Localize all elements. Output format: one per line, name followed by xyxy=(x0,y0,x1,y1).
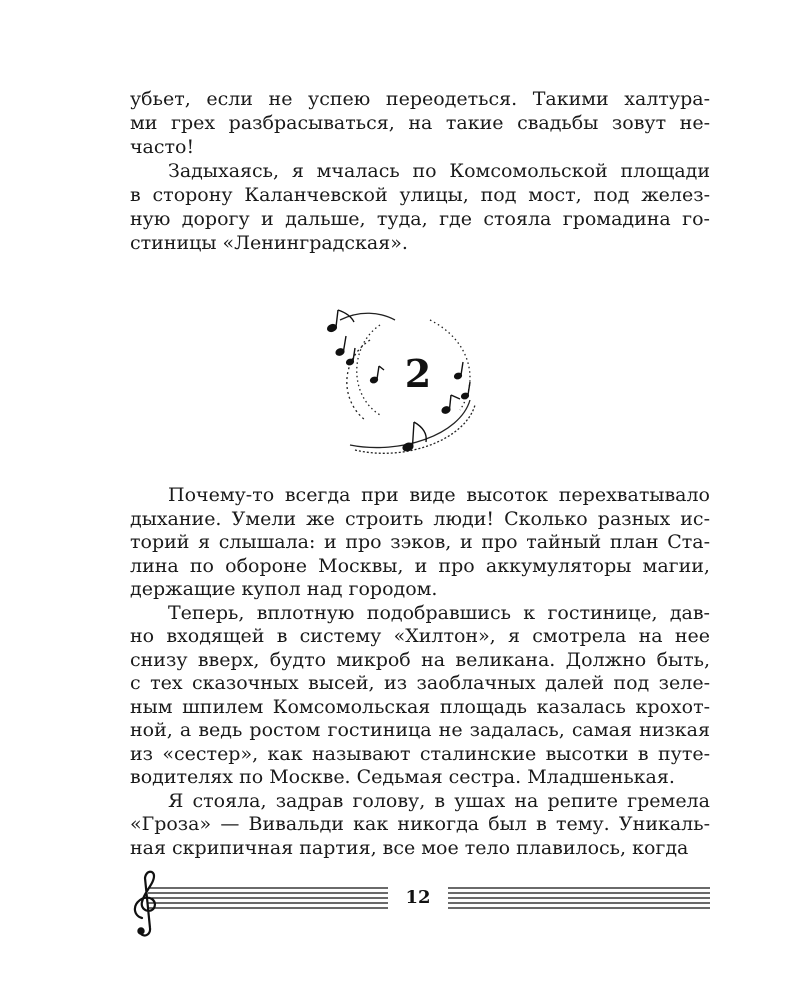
top-text-section xyxy=(130,88,710,258)
text-line: «Гроза» — Вивальди как никогда был в тему. Уникаль- xyxy=(130,813,710,835)
text-line: водителях по Москве. Седьмая сестра. Младшенькая. xyxy=(130,766,675,788)
text-line: с тех сказочных высей, из заоблачных далей под зеле- xyxy=(130,672,710,694)
paragraph-start-line: Теперь, вплотную подобравшись к гостинице, дав- xyxy=(168,601,710,624)
chapter-number: 2 xyxy=(404,351,432,396)
paragraph-start-line: Задыхаясь, я мчалась по Комсомольской площади xyxy=(168,160,710,182)
text-line: снизу вверх, будто микроб на великана. Должно быть, xyxy=(130,648,710,671)
text-line: ми грех разбрасываться, на такие свадьбы зовут не- xyxy=(130,112,710,134)
text-line: лина по обороне Москвы, и про аккумуляторы магии, xyxy=(130,554,710,577)
text-line: торий я слышала: и про зэков, и про тайный план Ста- xyxy=(130,531,710,553)
text-line: дыхание. Умели же строить люди! Сколько разных ис- xyxy=(130,507,710,530)
text-line: часто! xyxy=(130,136,195,158)
text-line: в сторону Каланчевской улицы, под мост, под желез- xyxy=(130,184,710,206)
text-line: но входящей в систему «Хилтон», я смотрела на нее xyxy=(130,625,710,647)
text-line: держащие купол над городом. xyxy=(130,578,438,600)
text-line: убьет, если не успею переодеться. Такими халтура- xyxy=(130,88,710,110)
text-line: ная скрипичная партия, все мое тело плавилось, когда xyxy=(130,836,689,859)
treble-clef-icon xyxy=(135,872,155,936)
bottom-text-section xyxy=(130,484,710,864)
text-line: ным шпилем Комсомольская площадь казалась крохот- xyxy=(130,695,710,718)
text-line: стиницы «Ленинградская». xyxy=(130,232,408,254)
paragraph-start-line: Я стояла, задрав голову, в ушах на репите гремела xyxy=(168,789,710,812)
page-number: 12 xyxy=(388,886,448,910)
text-line: из «сестер», как называют сталинские высотки в путе- xyxy=(130,742,710,765)
paragraph-start-line: Почему-то всегда при виде высоток перехватывало xyxy=(168,484,710,506)
text-line: ную дорогу и дальше, туда, где стояла громадина го- xyxy=(130,208,710,230)
text-line: ной, а ведь ростом гостиница не задалась, самая низкая xyxy=(130,719,710,741)
